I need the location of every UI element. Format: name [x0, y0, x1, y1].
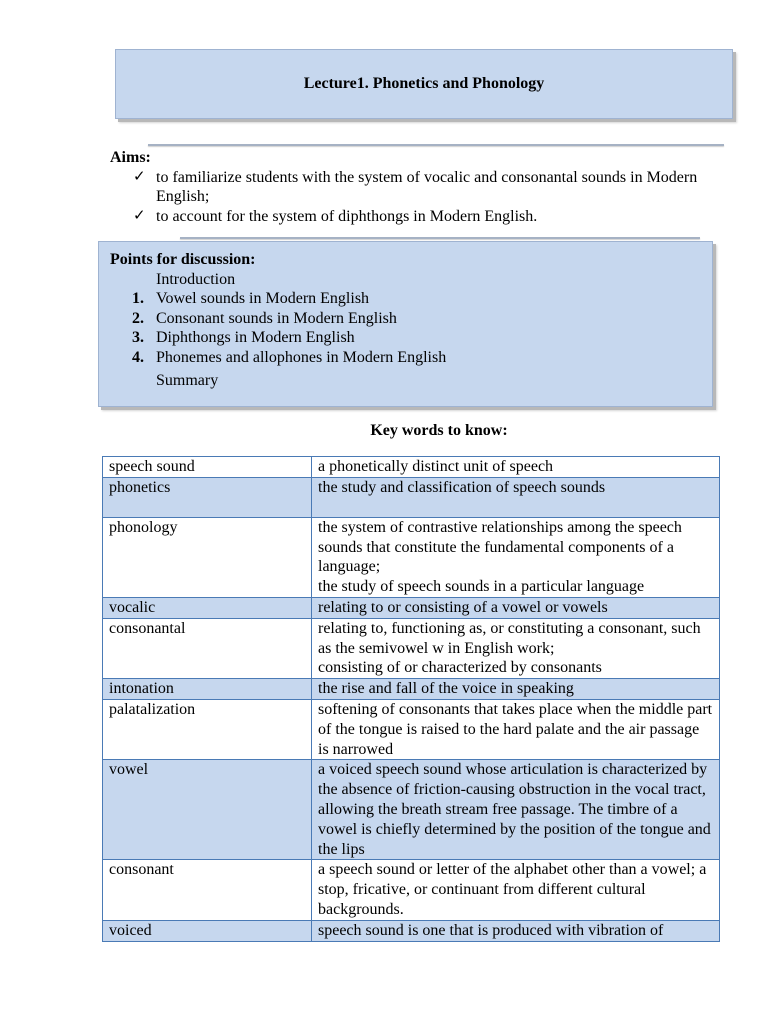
key-words-table [102, 456, 720, 942]
divider-top [148, 144, 724, 146]
table-row: vocalic relating to or consisting of a vowel or vowels [103, 597, 720, 618]
aims-item: ✓ to account for the system of diphthongs in Modern English. [133, 207, 538, 225]
aims-label: Aims: [110, 149, 151, 166]
table-row: phonology the system of contrastive relationships among the speech sounds that constitute the fundamental components of a language; the study of speech sounds in a particular language [103, 517, 720, 597]
key-words-heading: Key words to know: [370, 422, 508, 439]
points-item: 4. Phonemes and allophones in Modern English [132, 348, 447, 366]
points-for-discussion-box [98, 241, 713, 407]
points-item: 2. Consonant sounds in Modern English [132, 309, 397, 327]
table-row: phonetics the study and classification of speech sounds [103, 477, 720, 517]
checkmark-icon: ✓ [133, 207, 146, 224]
aims-section [110, 148, 720, 226]
points-item: 1. Vowel sounds in Modern English [132, 290, 370, 308]
points-label: Points for discussion: [110, 251, 256, 268]
lecture-title: Lecture1. Phonetics and Phonology [303, 75, 545, 92]
table-row: palatalization softening of consonants that takes place when the middle part of the tongue is raised to the hard palate and the air passage is narrowed [103, 699, 720, 759]
points-list [110, 289, 701, 367]
table-row: consonant a speech sound or letter of the alphabet other than a vowel; a stop, fricative, or continuant from different cultural backgrounds. [103, 860, 720, 920]
table-row: consonantal relating to, functioning as, or constituting a consonant, such as the semivowel w in English work; consisting of or characterized by consonants [103, 618, 720, 678]
checkmark-icon: ✓ [133, 168, 146, 185]
aims-item: ✓ to familiarize students with the system of vocalic and consonantal sounds in Modern English; [133, 168, 698, 205]
lecture-title-box [115, 49, 733, 119]
table-row: speech sound a phonetically distinct unit of speech [103, 457, 720, 478]
points-item: 3. Diphthongs in Modern English [132, 329, 355, 347]
aims-list [110, 168, 720, 227]
table-row: vowel a voiced speech sound whose articulation is characterized by the absence of friction-causing obstruction in the vocal tract, allowing the breath stream free passage. The timbre of a vowel is chiefly determined by the position of the tongue and the lips [103, 760, 720, 860]
divider-bottom [180, 237, 700, 239]
table-row: intonation the rise and fall of the voice in speaking [103, 679, 720, 700]
points-summary: Summary [156, 371, 219, 389]
points-intro: Introduction [156, 270, 236, 288]
table-row: voiced speech sound is one that is produced with vibration of [103, 920, 720, 941]
